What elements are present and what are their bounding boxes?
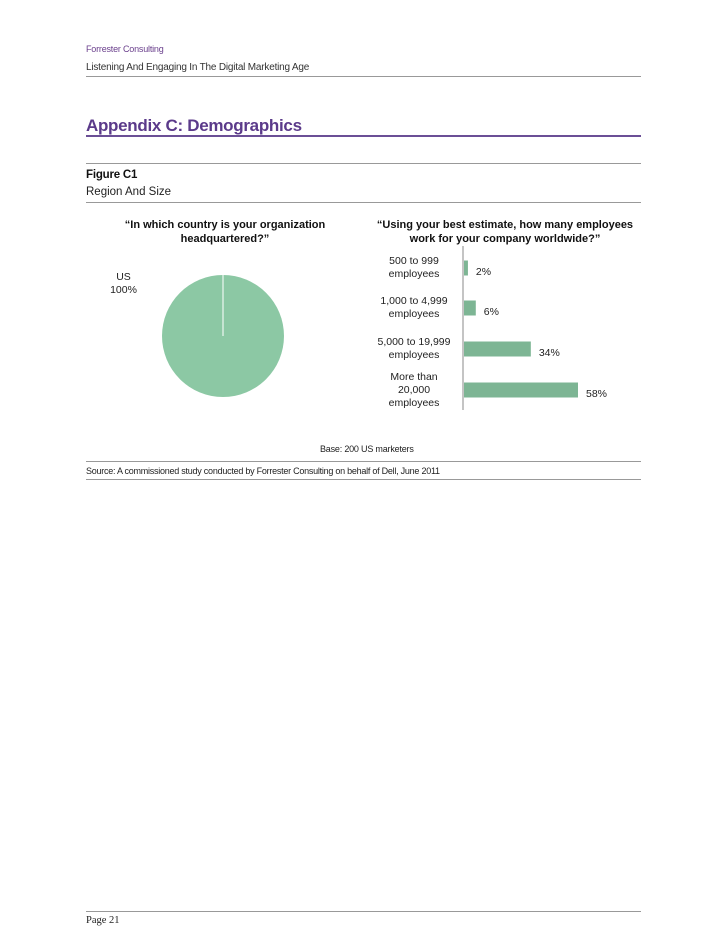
pie-slice-category: US bbox=[116, 271, 131, 283]
bar-chart-title-line-2: work for your company worldwide?” bbox=[409, 233, 601, 245]
bar-category-label-line: employees bbox=[388, 268, 440, 280]
bar-value-label: 2% bbox=[475, 266, 492, 278]
figure-source: Source: A commissioned study conducted by Forrester Consulting on behalf of Dell, June 2011 bbox=[86, 466, 440, 476]
header-company: Forrester Consulting bbox=[86, 44, 164, 54]
source-divider bbox=[86, 479, 641, 480]
bar-value-label: 34% bbox=[538, 347, 560, 359]
figure-base-note: Base: 200 US marketers bbox=[320, 444, 414, 454]
bar-category-label-line: employees bbox=[388, 349, 440, 361]
bar bbox=[464, 342, 531, 357]
section-title: Appendix C: Demographics bbox=[86, 116, 302, 135]
bar-category-label-line: More than bbox=[390, 370, 438, 383]
pie-chart-title-line-1: “In which country is your organization bbox=[124, 219, 326, 231]
figure-subtitle: Region And Size bbox=[86, 186, 172, 198]
figure-bottom-divider bbox=[86, 461, 641, 462]
page-number: Page 21 bbox=[86, 915, 120, 926]
footer-divider bbox=[86, 911, 641, 912]
header-report-title: Listening And Engaging In The Digital Marketing Age bbox=[86, 62, 310, 73]
bar bbox=[464, 261, 468, 276]
bar-value-label: 58% bbox=[586, 388, 608, 400]
bar bbox=[464, 301, 476, 316]
bar-value-label: 6% bbox=[483, 306, 499, 318]
bar-category-label-line: 5,000 to 19,999 bbox=[377, 336, 451, 348]
figure-label: Figure C1 bbox=[86, 169, 138, 181]
bar-category-label-line: 1,000 to 4,999 bbox=[380, 295, 448, 307]
bar-category-label-line: employees bbox=[388, 308, 440, 320]
bar-category-label-line: 500 to 999 bbox=[389, 255, 439, 267]
bar-category-label-line: 20,000 bbox=[397, 383, 431, 396]
bar bbox=[464, 383, 578, 398]
pie-slice-value: 100% bbox=[110, 284, 137, 296]
pie-chart-title-line-2: headquartered?” bbox=[180, 233, 270, 245]
bar-category-label-line: employees bbox=[388, 396, 440, 409]
bar-chart-title-line-1: “Using your best estimate, how many employees bbox=[376, 219, 634, 231]
